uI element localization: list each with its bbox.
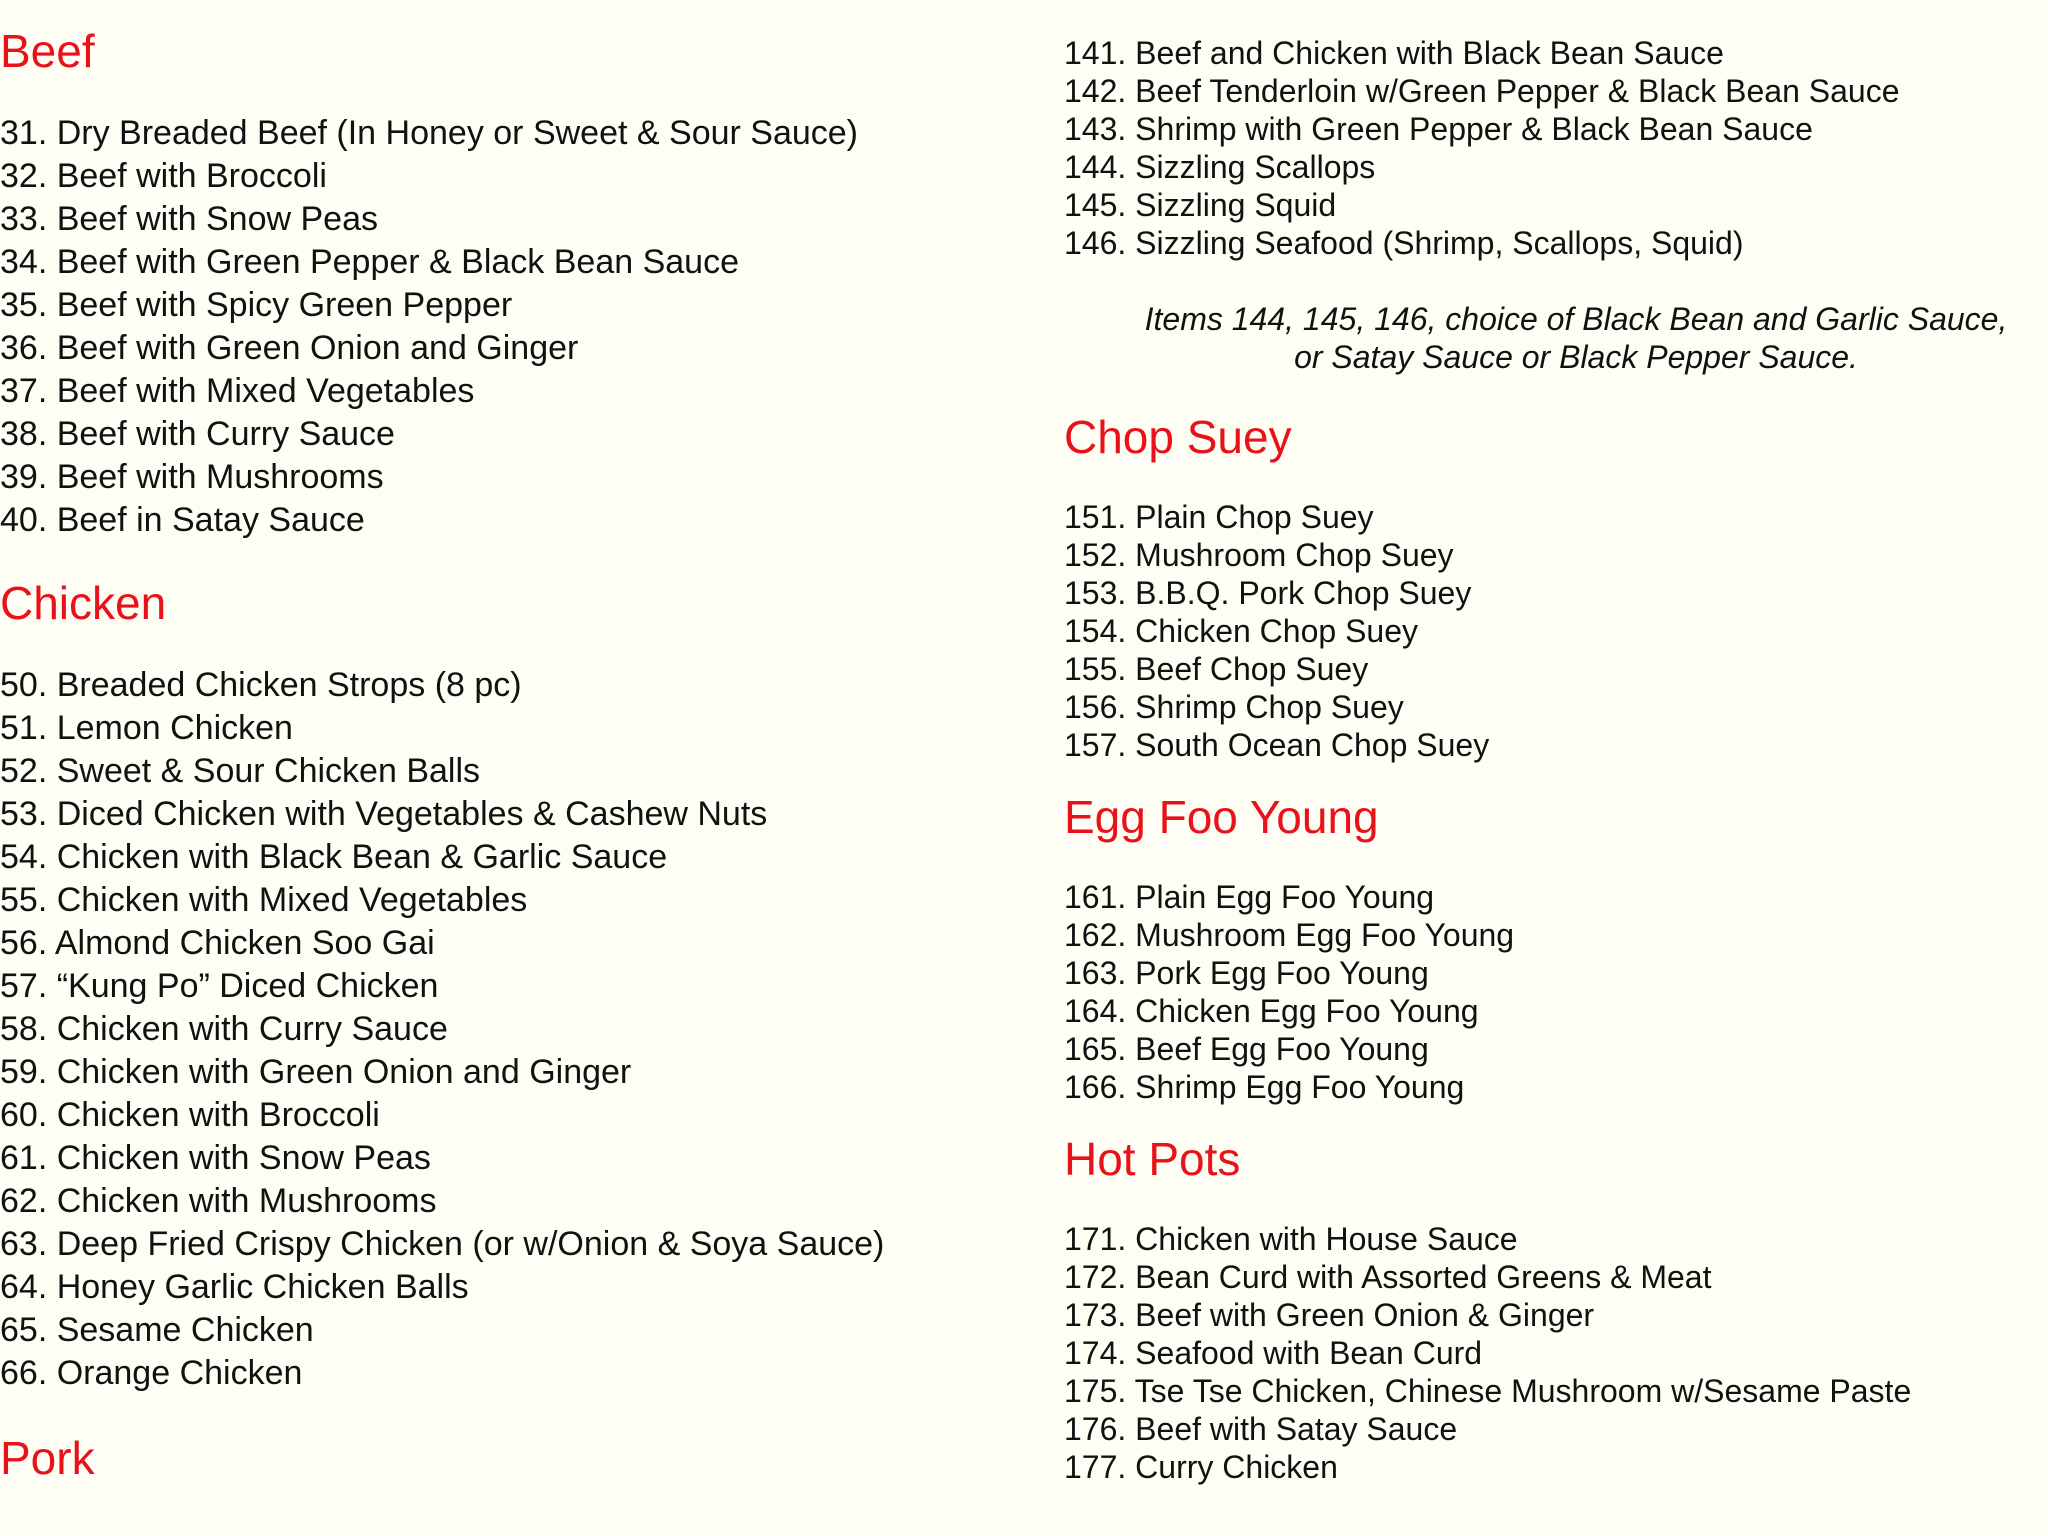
menu-item: 40. Beef in Satay Sauce — [0, 501, 365, 539]
menu-item: 36. Beef with Green Onion and Ginger — [0, 329, 579, 367]
menu-item: 55. Chicken with Mixed Vegetables — [0, 881, 528, 919]
menu-item: 141. Beef and Chicken with Black Bean Sauce — [1064, 35, 1724, 71]
menu-item: 162. Mushroom Egg Foo Young — [1064, 917, 1515, 953]
menu-item: 173. Beef with Green Onion & Ginger — [1064, 1297, 1595, 1333]
menu-item: 39. Beef with Mushrooms — [0, 458, 384, 496]
menu-item: 61. Chicken with Snow Peas — [0, 1139, 431, 1177]
menu-item: 31. Dry Breaded Beef (In Honey or Sweet & Sour Sauce) — [0, 114, 859, 152]
menu-item: 145. Sizzling Squid — [1064, 187, 1337, 223]
menu-item: 53. Diced Chicken with Vegetables & Cashew Nuts — [0, 795, 768, 833]
menu-item: 172. Bean Curd with Assorted Greens & Meat — [1064, 1259, 1712, 1295]
menu-item: 171. Chicken with House Sauce — [1064, 1221, 1518, 1257]
menu-item: 57. “Kung Po” Diced Chicken — [0, 967, 439, 1005]
menu-item: 143. Shrimp with Green Pepper & Black Bean Sauce — [1064, 111, 1813, 147]
menu-item: 50. Breaded Chicken Strops (8 pc) — [0, 666, 522, 704]
egg-foo-young-item-list — [1064, 878, 2048, 1106]
menu-item: 175. Tse Tse Chicken, Chinese Mushroom w/Sesame Paste — [1064, 1373, 1912, 1409]
menu-item: 32. Beef with Broccoli — [0, 157, 327, 195]
beef-item-list — [0, 112, 1030, 542]
menu-item: 38. Beef with Curry Sauce — [0, 415, 395, 453]
menu-item: 51. Lemon Chicken — [0, 709, 293, 747]
menu-item: 155. Beef Chop Suey — [1064, 651, 1369, 687]
section-heading-egg-foo-young: Egg Foo Young — [1064, 791, 1379, 843]
menu-item: 161. Plain Egg Foo Young — [1064, 879, 1435, 915]
menu-item: 54. Chicken with Black Bean & Garlic Sauce — [0, 838, 668, 876]
menu-item: 163. Pork Egg Foo Young — [1064, 955, 1429, 991]
section-heading-chop-suey: Chop Suey — [1064, 411, 1292, 463]
left-menu-column — [0, 0, 1030, 1485]
note-line-1: Items 144, 145, 146, choice of Black Bean and Garlic Sauce, — [1144, 301, 2008, 337]
menu-item: 166. Shrimp Egg Foo Young — [1064, 1069, 1465, 1105]
section-heading-beef: Beef — [0, 25, 95, 77]
menu-item: 153. B.B.Q. Pork Chop Suey — [1064, 575, 1472, 611]
menu-item: 142. Beef Tenderloin w/Green Pepper & Black Bean Sauce — [1064, 73, 1900, 109]
menu-item: 174. Seafood with Bean Curd — [1064, 1335, 1483, 1371]
section-heading-pork: Pork — [0, 1432, 95, 1484]
menu-item: 64. Honey Garlic Chicken Balls — [0, 1268, 469, 1306]
menu-item: 35. Beef with Spicy Green Pepper — [0, 286, 513, 324]
menu-item: 52. Sweet & Sour Chicken Balls — [0, 752, 481, 790]
menu-item: 58. Chicken with Curry Sauce — [0, 1010, 448, 1048]
sizzling-item-list — [1064, 34, 2048, 262]
chicken-item-list — [0, 664, 1030, 1395]
menu-item: 156. Shrimp Chop Suey — [1064, 689, 1404, 725]
menu-item: 59. Chicken with Green Onion and Ginger — [0, 1053, 632, 1091]
section-heading-chicken: Chicken — [0, 577, 167, 629]
menu-item: 63. Deep Fried Crispy Chicken (or w/Onion & Soya Sauce) — [0, 1225, 885, 1263]
chop-suey-item-list — [1064, 498, 2048, 764]
menu-item: 66. Orange Chicken — [0, 1354, 303, 1392]
section-heading-hot-pots: Hot Pots — [1064, 1133, 1241, 1185]
menu-item: 177. Curry Chicken — [1064, 1449, 1338, 1485]
menu-item: 33. Beef with Snow Peas — [0, 200, 379, 238]
hot-pots-item-list — [1064, 1220, 2048, 1486]
sizzling-sauce-note — [1064, 300, 2048, 376]
menu-item: 34. Beef with Green Pepper & Black Bean Sauce — [0, 243, 740, 281]
menu-item: 157. South Ocean Chop Suey — [1064, 727, 1490, 763]
menu-item: 144. Sizzling Scallops — [1064, 149, 1376, 185]
menu-item: 56. Almond Chicken Soo Gai — [0, 924, 435, 962]
menu-item: 65. Sesame Chicken — [0, 1311, 314, 1349]
menu-item: 60. Chicken with Broccoli — [0, 1096, 380, 1134]
menu-item: 37. Beef with Mixed Vegetables — [0, 372, 475, 410]
right-menu-column — [1064, 0, 2048, 1486]
menu-item: 151. Plain Chop Suey — [1064, 499, 1374, 535]
menu-item: 165. Beef Egg Foo Young — [1064, 1031, 1429, 1067]
menu-item: 62. Chicken with Mushrooms — [0, 1182, 437, 1220]
note-line-2: or Satay Sauce or Black Pepper Sauce. — [1294, 339, 1858, 375]
menu-item: 176. Beef with Satay Sauce — [1064, 1411, 1458, 1447]
menu-item: 164. Chicken Egg Foo Young — [1064, 993, 1479, 1029]
menu-item: 154. Chicken Chop Suey — [1064, 613, 1418, 649]
menu-item: 146. Sizzling Seafood (Shrimp, Scallops, Squid) — [1064, 225, 1744, 261]
menu-item: 152. Mushroom Chop Suey — [1064, 537, 1454, 573]
